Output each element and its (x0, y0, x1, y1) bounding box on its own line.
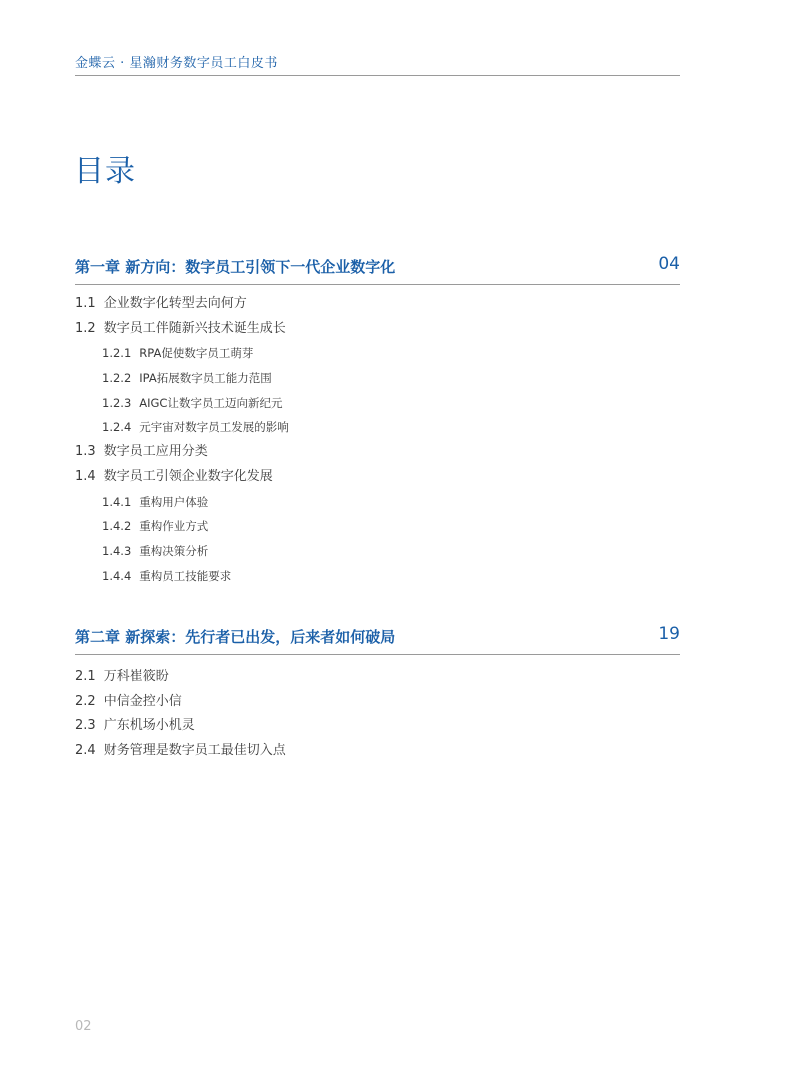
entry-number: 1.4.2 (102, 519, 132, 534)
chapter-2-entries (75, 665, 680, 764)
toc-entry-1-2-4[interactable] (75, 415, 680, 440)
chapter-1-heading (75, 250, 680, 285)
entry-title: 企业数字化转型去向何方 (103, 296, 247, 311)
entry-number: 1.2.2 (102, 371, 132, 386)
entry-title: 元宇宙对数字员工发展的影响 (139, 420, 289, 435)
entry-number: 2.2 (75, 693, 96, 709)
entry-number: 1.1 (75, 296, 96, 311)
entry-title: 财务管理是数字员工最佳切入点 (103, 743, 286, 759)
entry-title: 广东机场小机灵 (103, 718, 195, 734)
chapter-2-title[interactable]: 第二章 新探索：先行者已出发，后来者如何破局 (75, 628, 396, 646)
entry-number: 1.2.4 (102, 420, 132, 435)
toc-entry-1-2-2[interactable] (75, 366, 680, 391)
toc-entry-2-3[interactable] (75, 714, 680, 739)
entry-number: 2.1 (75, 669, 96, 684)
toc-entry-2-1[interactable] (75, 665, 680, 690)
entry-title: 数字员工伴随新兴技术诞生成长 (103, 320, 286, 336)
toc-entry-1-4-3[interactable] (75, 539, 680, 564)
entry-number: 2.3 (75, 718, 96, 734)
header-divider (75, 75, 680, 76)
toc-entry-1-1[interactable] (75, 292, 680, 317)
toc-entry-1-4[interactable] (75, 465, 680, 490)
chapter-2 (75, 620, 680, 764)
entry-number: 1.4.3 (102, 543, 132, 558)
toc-entry-1-3[interactable] (75, 440, 680, 465)
toc-entry-1-4-2[interactable] (75, 514, 680, 539)
chapter-1 (75, 250, 680, 588)
toc-entry-1-4-4[interactable] (75, 564, 680, 589)
entry-title: RPA促使数字员工萌芽 (139, 346, 254, 361)
running-header: 金蝶云 · 星瀚财务数字员工白皮书 (75, 56, 278, 71)
chapter-2-page-number: 19 (658, 624, 680, 644)
entry-number: 1.4.4 (102, 568, 132, 583)
entry-title: 重构员工技能要求 (139, 568, 232, 583)
toc-entry-2-2[interactable] (75, 690, 680, 715)
entry-title: 重构用户体验 (139, 494, 209, 509)
entry-number: 1.4 (75, 468, 96, 484)
entry-number: 2.4 (75, 743, 96, 759)
entry-title: 万科崔筱盼 (103, 669, 169, 684)
chapter-2-heading (75, 620, 680, 655)
chapter-1-entries (75, 292, 680, 588)
entry-title: 数字员工引领企业数字化发展 (103, 468, 273, 484)
entry-title: AIGC让数字员工迈向新纪元 (139, 395, 283, 410)
entry-number: 1.3 (75, 444, 96, 460)
entry-title: 重构作业方式 (139, 519, 209, 534)
page-title: 目录 (74, 154, 136, 189)
chapter-1-title[interactable]: 第一章 新方向：数字员工引领下一代企业数字化 (75, 258, 396, 276)
toc-entry-1-2-1[interactable] (75, 341, 680, 366)
chapter-1-page-number: 04 (658, 254, 680, 274)
entry-title: 数字员工应用分类 (103, 444, 208, 460)
page-number: 02 (75, 1019, 92, 1034)
entry-number: 1.2.3 (102, 395, 132, 410)
toc-entry-1-2[interactable] (75, 317, 680, 342)
entry-number: 1.2 (75, 320, 96, 336)
toc-entry-1-4-1[interactable] (75, 490, 680, 515)
entry-number: 1.4.1 (102, 494, 132, 509)
entry-title: 中信金控小信 (103, 693, 182, 709)
toc-entry-1-2-3[interactable] (75, 391, 680, 416)
entry-title: IPA拓展数字员工能力范围 (139, 371, 272, 386)
entry-number: 1.2.1 (102, 346, 132, 361)
entry-title: 重构决策分析 (139, 543, 209, 558)
toc-entry-2-4[interactable] (75, 739, 680, 764)
